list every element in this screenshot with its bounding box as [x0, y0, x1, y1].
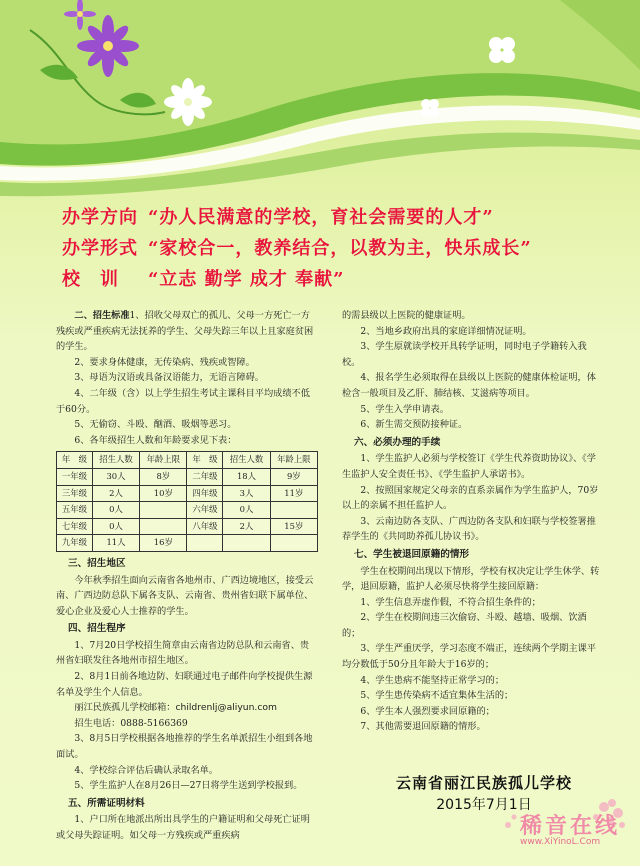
motto-text: “立志 勤学 成才 奉献”	[148, 269, 345, 290]
paragraph: 2、按照国家规定父母亲的直系亲属作为学生监护人，70岁以上的亲属不担任监护人。	[342, 484, 599, 512]
paragraph: 1、7月20日学校招生简章由云南省边防总队和云南省、贵州省妇联发往各地州市招生地区。	[56, 639, 310, 667]
paragraph: 学生在校期间出现以下情形，学校有权决定让学生休学、转学，退回原籍，监护人必须尽快将学生接回原籍：	[342, 565, 600, 593]
paragraph: 3、8月5日学校根据各地推荐的学生名单派招生小组到各地面试。	[56, 733, 313, 761]
clover-icon	[421, 99, 439, 117]
motto-text: “办人民满意的学校，育社会需要的人才”	[148, 207, 494, 228]
section-title-required-procedures: 六、必须办理的手续	[354, 436, 441, 448]
paragraph: 5、学生监护人在8月26日—27日将学生送到学校报到。	[74, 780, 303, 792]
table-cell: 一年级	[57, 468, 93, 485]
table-header-cell: 年龄上限	[270, 452, 317, 469]
watermark-url: www.XiYinoL.Com	[520, 837, 601, 847]
table-cell	[223, 535, 270, 552]
enrollment-quota-table	[56, 451, 318, 552]
left-column	[56, 308, 318, 844]
motto-line	[62, 234, 622, 265]
watermark-text: 稀音在线	[520, 814, 621, 839]
section-title-required-documents: 五、所需证明材料	[68, 797, 145, 809]
section-title-enrollment-area: 三、招生地区	[68, 557, 126, 569]
table-cell: 11人	[92, 535, 139, 552]
paragraph: 3、云南边防各支队、广西边防各支队和妇联与学校签署推荐学生的《共同助养孤儿协议书》。	[342, 515, 596, 543]
right-column	[342, 308, 604, 735]
table-row	[57, 468, 318, 485]
school-email: childrenlj@aliyun.com	[175, 702, 277, 714]
table-cell: 0人	[92, 518, 139, 535]
paragraph: 2、学生在校期间违三次偷窃、斗殴、越墙、吸烟、饮酒的；	[342, 612, 587, 639]
watermark	[500, 795, 630, 859]
table-header-row	[57, 452, 318, 469]
paragraph: 2、要求身体健康，无传染病、残疾或智障。	[74, 356, 255, 368]
table-header-cell: 年龄上限	[140, 452, 187, 469]
table-cell: 2人	[92, 485, 139, 502]
paragraph: 1、学生信息弄虚作假，不符合招生条件的；	[360, 596, 541, 608]
motto-label: 办学方向	[62, 207, 138, 228]
paragraph: 3、母语为汉语或具备汉语能力，无语言障碍。	[74, 372, 264, 384]
paragraph: 5、无偷窃、斗殴、酗酒、吸烟等恶习。	[74, 419, 237, 431]
admission-criteria-paragraph: 二、招生标准1、招收父母双亡的孤儿、父母一方死亡一方残疾或严重疾病无法抚养的学生、父母失踪三年以上且家庭贫困的学生。	[56, 310, 314, 353]
section-title-admission-criteria: 二、招生标准	[74, 310, 130, 321]
table-row	[57, 518, 318, 535]
table-cell: 六年级	[187, 502, 223, 519]
table-cell: 七年级	[57, 518, 93, 535]
table-header-cell: 招生人数	[223, 452, 270, 469]
school-name: 云南省丽江民族孤儿学校	[395, 774, 572, 792]
paragraph: 1、学生监护人必须与学校签订《学生代养资助协议》、《学生监护人安全责任书》、《学生监护人承诺书》。	[342, 453, 596, 480]
paragraph: 3、学生原就读学校开具转学证明，同时电子学籍转入我校。	[342, 341, 587, 368]
table-cell: 16岁	[140, 535, 187, 552]
table-cell	[270, 535, 317, 552]
table-row	[57, 535, 318, 552]
paragraph: 5、学生入学申请表。	[360, 403, 449, 415]
table-cell: 二年级	[187, 468, 223, 485]
motto-label: 校 训	[62, 269, 119, 290]
table-cell	[187, 535, 223, 552]
table-cell: 三年级	[57, 485, 93, 502]
table-cell: 11岁	[270, 485, 317, 502]
paragraph: 4、学生患病不能坚持正常学习的；	[360, 674, 505, 686]
paragraph: 2、8月1日前各地边防、妇联通过电子邮件向学校提供生源名单及学生个人信息。	[56, 671, 313, 698]
issue-date: 2015年7月1日	[436, 797, 532, 813]
header-decoration	[0, 0, 640, 200]
table-cell: 18人	[223, 468, 270, 485]
table-cell: 九年级	[57, 535, 93, 552]
paragraph: 4、二年级（含）以上学生招生考试主课科目平均成绩不低于60分。	[56, 387, 310, 415]
table-cell: 8岁	[140, 468, 187, 485]
motto-text: “家校合一，教养结合，以教为主，快乐成长”	[148, 238, 532, 259]
table-header-cell: 年 级	[57, 452, 93, 469]
table-row	[57, 502, 318, 519]
paragraph: 3、学生严重厌学，学习态度不端正，连续两个学期主课平均分数低于50分且年龄大于16岁的；	[342, 643, 596, 671]
paragraph: 6、各年级招生人数和年龄要求见下表：	[74, 434, 237, 446]
table-cell: 五年级	[57, 502, 93, 519]
email-label: 丽江民族孤儿学校邮箱：	[74, 702, 176, 714]
table-row	[57, 485, 318, 502]
school-mottos	[62, 203, 622, 296]
table-cell: 30人	[92, 468, 139, 485]
table-cell: 四年级	[187, 485, 223, 502]
paragraph: 1、户口所在地派出所出具学生的户籍证明和父母死亡证明或父母失踪证明。如父母一方残疾或严重疾病	[56, 814, 310, 841]
paragraph: 今年秋季招生面向云南省各地州市、广西边境地区，接受云南、广西边防总队下属各支队、云南省、贵州省妇联下属单位、爱心企业及爱心人士推荐的学生。	[56, 574, 314, 617]
table-cell: 0人	[223, 502, 270, 519]
motto-line	[62, 265, 622, 296]
table-cell	[140, 502, 187, 519]
table-header-cell: 招生人数	[92, 452, 139, 469]
table-cell: 9岁	[270, 468, 317, 485]
table-cell: 八年级	[187, 518, 223, 535]
table-cell: 15岁	[270, 518, 317, 535]
motto-label: 办学形式	[62, 238, 138, 259]
section-title-return-conditions: 七、学生被退回原籍的情形	[354, 548, 470, 560]
table-cell: 3人	[223, 485, 270, 502]
paragraph: 6、学生本人强烈要求回原籍的；	[360, 705, 495, 717]
email-line	[56, 700, 318, 716]
table-header-cell: 年 级	[187, 452, 223, 469]
paragraph: 的需县级以上医院的健康证明。	[342, 310, 471, 321]
table-cell	[270, 502, 317, 519]
paragraph: 4、报名学生必须取得在县级以上医院的健康体检证明，体检含一般项目及乙肝、肺结核、艾滋病等项目。	[342, 372, 596, 399]
paragraph: 4、学校综合评估后确认录取名单。	[74, 764, 219, 776]
table-cell: 2人	[223, 518, 270, 535]
enrollment-phone: 招生电话：0888-5166369	[74, 717, 188, 729]
motto-line	[62, 203, 622, 234]
paragraph: 5、学生患传染病不适宜集体生活的；	[360, 690, 514, 702]
table-cell: 0人	[92, 502, 139, 519]
paragraph: 2、当地乡政府出具的家庭详细情况证明。	[360, 325, 532, 337]
section-title-enrollment-procedure: 四、招生程序	[68, 623, 126, 635]
paragraph: 7、其他需要退回原籍的情形。	[360, 721, 486, 733]
paragraph: 6、新生需交预防接种证。	[360, 419, 468, 431]
table-cell	[140, 518, 187, 535]
table-cell: 10岁	[140, 485, 187, 502]
